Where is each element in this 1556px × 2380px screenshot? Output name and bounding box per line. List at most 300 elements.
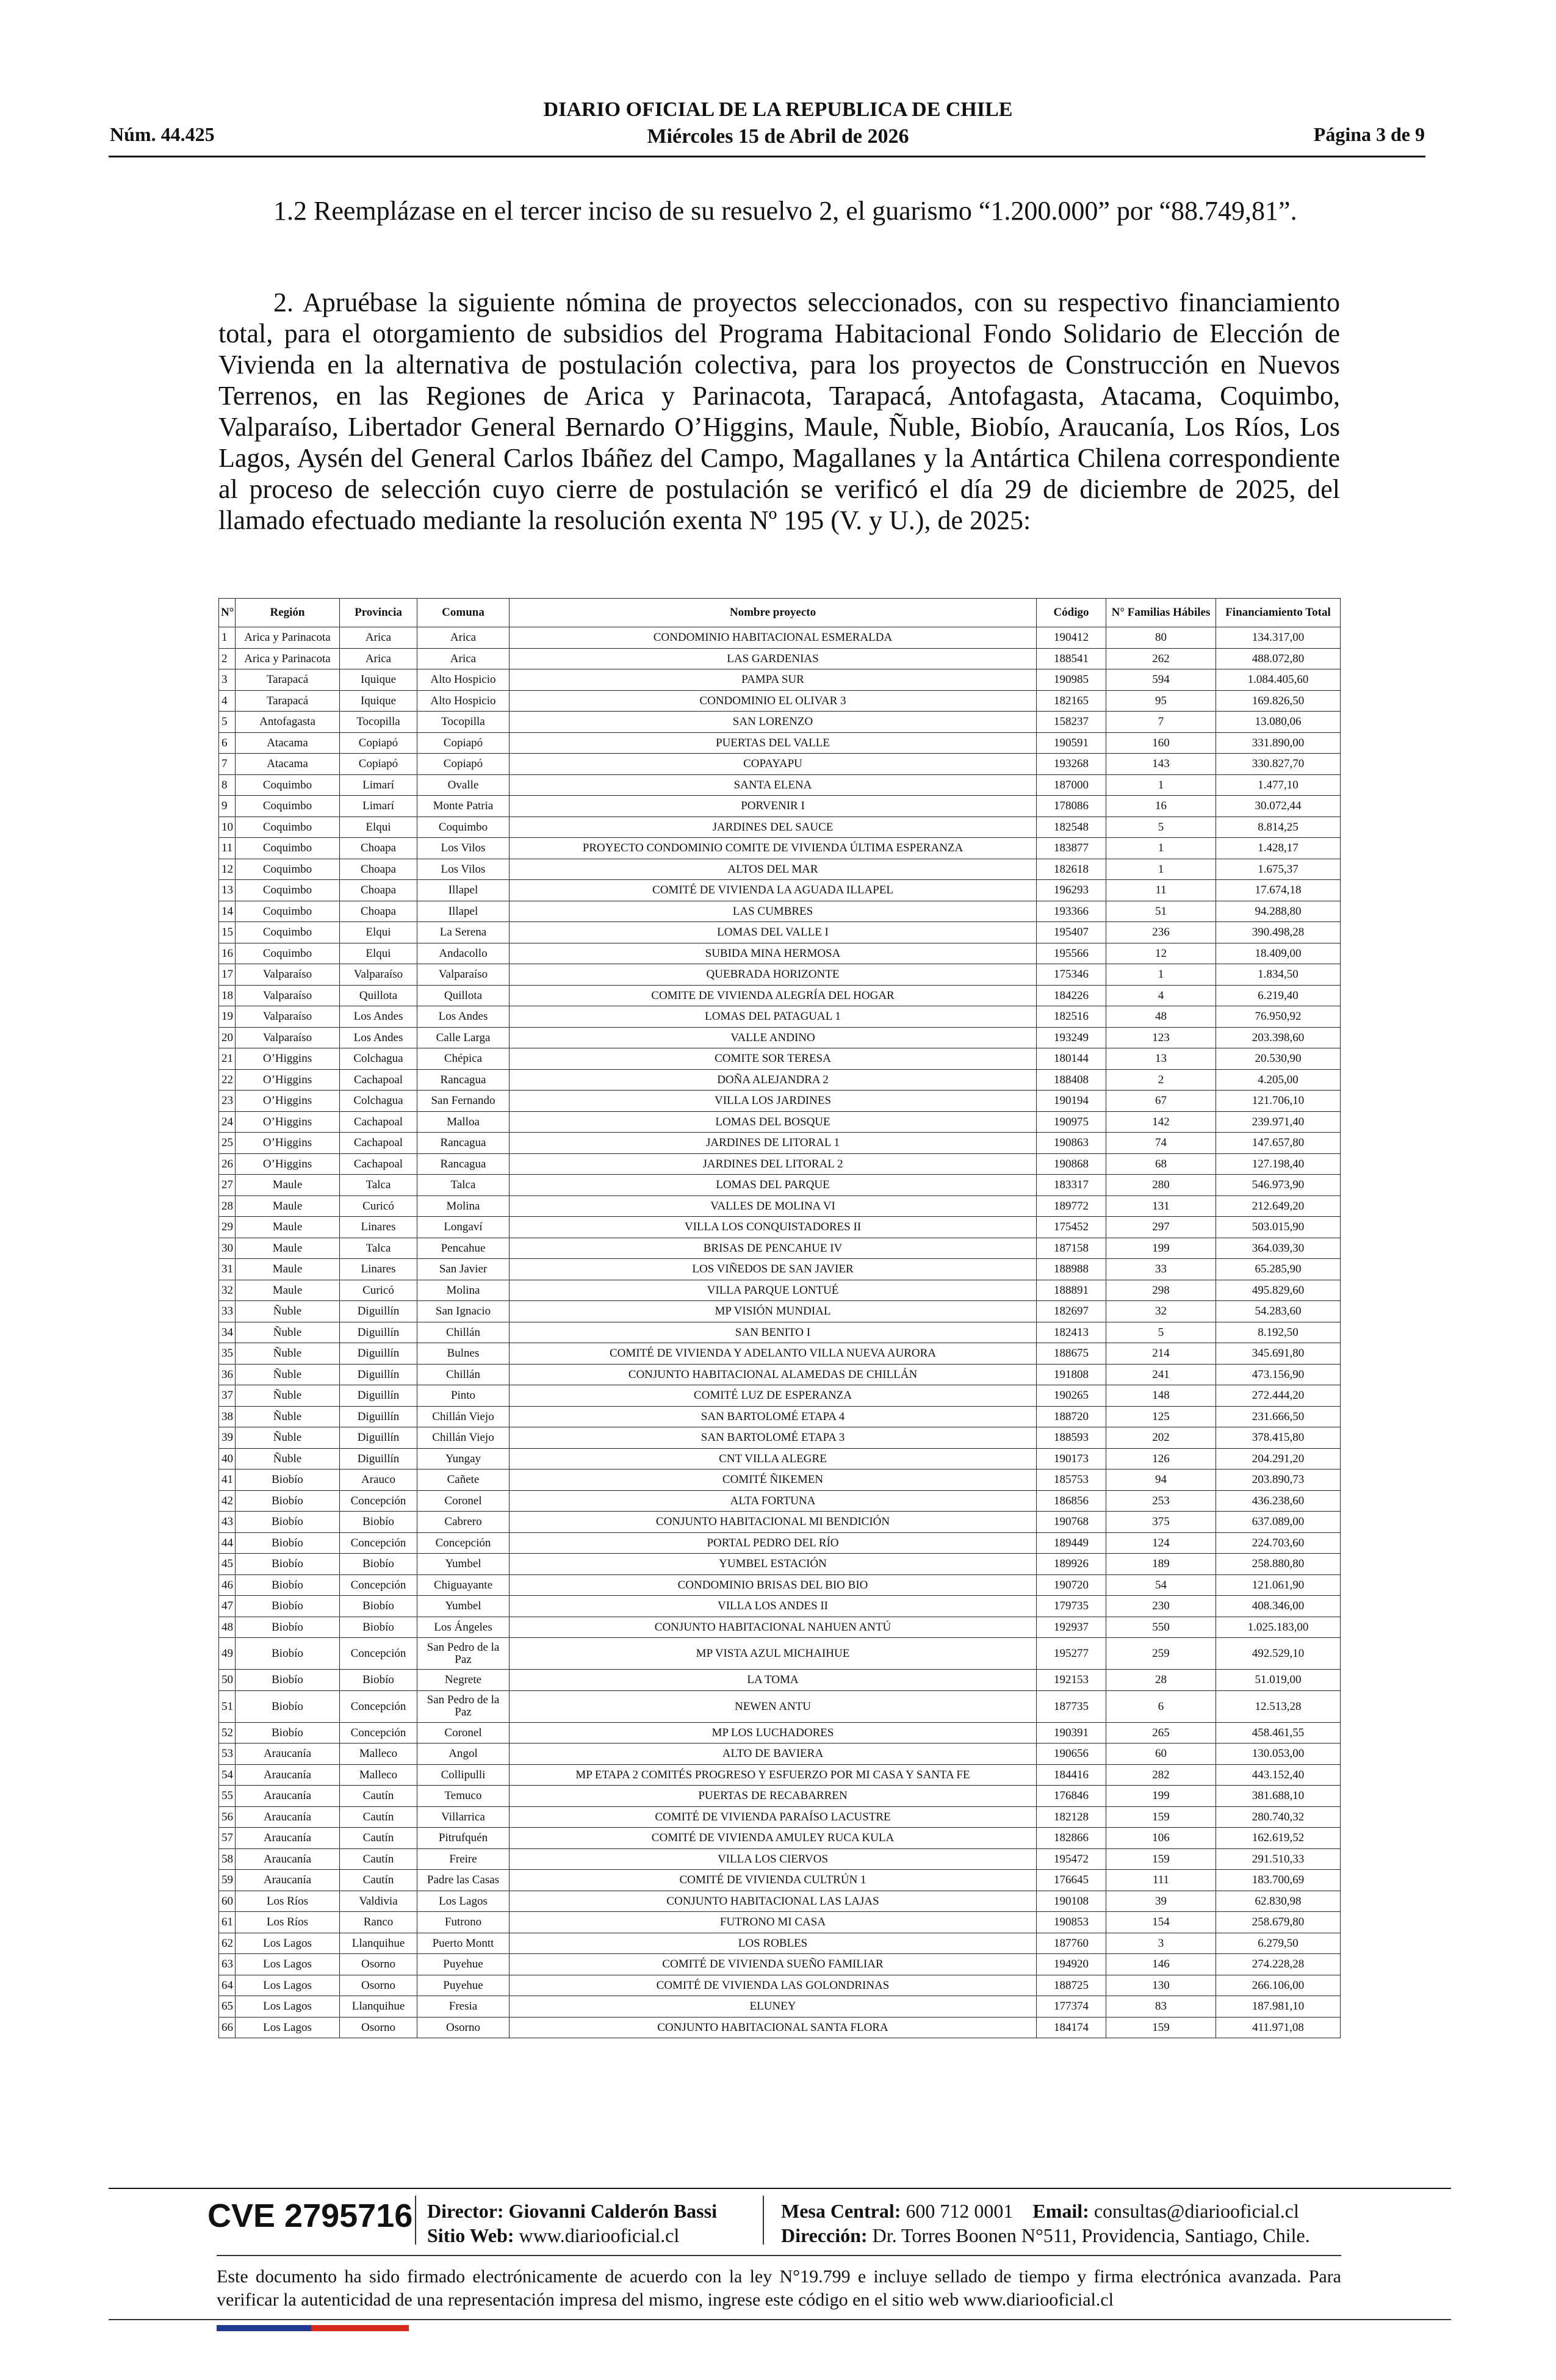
cell-province: Cautín [340, 1828, 417, 1849]
cell-region: Coquimbo [236, 859, 340, 880]
cell-families: 1 [1106, 964, 1216, 986]
cell-region: Atacama [236, 754, 340, 775]
cell-commune: La Serena [417, 922, 510, 943]
director-label: Director: [427, 2200, 504, 2222]
cell-project-name: SANTA ELENA [510, 774, 1037, 796]
cell-financing: 390.498,28 [1216, 922, 1341, 943]
cell-province: Iquique [340, 669, 417, 691]
cell-province: Diguillín [340, 1301, 417, 1322]
cell-commune: Coronel [417, 1722, 510, 1744]
cell-region: Coquimbo [236, 838, 340, 859]
cell-families: 67 [1106, 1091, 1216, 1112]
col-header-province: Provincia [340, 599, 417, 627]
cell-row-number: 9 [219, 796, 236, 817]
cell-province: Choapa [340, 859, 417, 880]
cell-project-name: COMITÉ DE VIVIENDA AMULEY RUCA KULA [510, 1828, 1037, 1849]
table-row [219, 1786, 1341, 1807]
cell-code: 187760 [1037, 1933, 1106, 1954]
cell-project-name: SAN BARTOLOMÉ ETAPA 4 [510, 1406, 1037, 1427]
cell-commune: Cabrero [417, 1512, 510, 1533]
cell-region: Maule [236, 1280, 340, 1301]
cell-code: 182413 [1037, 1322, 1106, 1343]
cell-row-number: 58 [219, 1848, 236, 1870]
cell-province: Cachapoal [340, 1069, 417, 1091]
cell-row-number: 41 [219, 1469, 236, 1491]
cell-financing: 364.039,30 [1216, 1238, 1341, 1259]
cell-row-number: 15 [219, 922, 236, 943]
cell-region: Los Ríos [236, 1891, 340, 1912]
cell-row-number: 61 [219, 1912, 236, 1933]
cell-province: Concepción [340, 1532, 417, 1554]
cell-province: Copiapó [340, 732, 417, 754]
table-row [219, 964, 1341, 986]
cell-financing: 212.649,20 [1216, 1195, 1341, 1217]
cell-code: 182165 [1037, 690, 1106, 712]
cell-commune: Chiguayante [417, 1574, 510, 1596]
table-row [219, 732, 1341, 754]
cell-project-name: PROYECTO CONDOMINIO COMITE DE VIVIENDA ÚLTIMA ESPERANZA [510, 838, 1037, 859]
cell-code: 193268 [1037, 754, 1106, 775]
cell-region: Araucanía [236, 1870, 340, 1891]
cell-province: Elqui [340, 817, 417, 838]
cell-region: Los Lagos [236, 2017, 340, 2038]
cell-financing: 76.950,92 [1216, 1006, 1341, 1028]
cell-project-name: CONJUNTO HABITACIONAL LAS LAJAS [510, 1891, 1037, 1912]
cell-region: Antofagasta [236, 712, 340, 733]
cell-region: Coquimbo [236, 901, 340, 922]
cell-row-number: 42 [219, 1490, 236, 1512]
cell-code: 177374 [1037, 1996, 1106, 2018]
cell-region: O’Higgins [236, 1069, 340, 1091]
cell-province: Cachapoal [340, 1133, 417, 1154]
cell-families: 1 [1106, 774, 1216, 796]
cell-code: 176645 [1037, 1870, 1106, 1891]
cell-financing: 1.675,37 [1216, 859, 1341, 880]
cell-code: 186856 [1037, 1490, 1106, 1512]
cell-financing: 492.529,10 [1216, 1638, 1341, 1670]
cell-code: 189772 [1037, 1195, 1106, 1217]
cell-project-name: LOMAS DEL PATAGUAL 1 [510, 1006, 1037, 1028]
cell-row-number: 8 [219, 774, 236, 796]
cell-financing: 134.317,00 [1216, 627, 1341, 649]
col-header-commune: Comuna [417, 599, 510, 627]
table-row [219, 796, 1341, 817]
cell-commune: Rancagua [417, 1133, 510, 1154]
cell-region: Biobío [236, 1574, 340, 1596]
cell-project-name: LAS GARDENIAS [510, 648, 1037, 669]
cell-province: Curicó [340, 1280, 417, 1301]
cell-families: 214 [1106, 1343, 1216, 1365]
cell-row-number: 11 [219, 838, 236, 859]
cell-families: 54 [1106, 1574, 1216, 1596]
cell-project-name: VALLE ANDINO [510, 1027, 1037, 1048]
cell-financing: 1.477,10 [1216, 774, 1341, 796]
cell-project-name: PUERTAS DEL VALLE [510, 732, 1037, 754]
cell-financing: 203.890,73 [1216, 1469, 1341, 1491]
cell-financing: 187.981,10 [1216, 1996, 1341, 2018]
table-row [219, 1532, 1341, 1554]
table-row [219, 1111, 1341, 1133]
cell-project-name: CONJUNTO HABITACIONAL SANTA FLORA [510, 2017, 1037, 2038]
cell-commune: Collipulli [417, 1764, 510, 1786]
cell-province: Ranco [340, 1912, 417, 1933]
cell-row-number: 59 [219, 1870, 236, 1891]
cell-row-number: 55 [219, 1786, 236, 1807]
cell-families: 7 [1106, 712, 1216, 733]
cell-families: 199 [1106, 1238, 1216, 1259]
cell-province: Iquique [340, 690, 417, 712]
cell-commune: Los Vilos [417, 859, 510, 880]
table-row [219, 1448, 1341, 1469]
cell-commune: Padre las Casas [417, 1870, 510, 1891]
cell-project-name: COMITE DE VIVIENDA ALEGRÍA DEL HOGAR [510, 985, 1037, 1006]
cell-region: Ñuble [236, 1322, 340, 1343]
cell-commune: Alto Hospicio [417, 669, 510, 691]
cell-financing: 18.409,00 [1216, 943, 1341, 964]
cell-region: Tarapacá [236, 690, 340, 712]
table-row [219, 1490, 1341, 1512]
cell-families: 32 [1106, 1301, 1216, 1322]
director-name: Giovanni Calderón Bassi [508, 2200, 717, 2222]
cell-commune: Fresia [417, 1996, 510, 2018]
cell-financing: 473.156,90 [1216, 1364, 1341, 1385]
cell-commune: Los Lagos [417, 1891, 510, 1912]
cell-financing: 130.053,00 [1216, 1744, 1341, 1765]
cell-region: Araucanía [236, 1786, 340, 1807]
cell-families: 123 [1106, 1027, 1216, 1048]
cell-province: Arica [340, 627, 417, 649]
cell-commune: Chillán Viejo [417, 1427, 510, 1449]
cell-commune: Chillán [417, 1322, 510, 1343]
cell-commune: Chillán Viejo [417, 1406, 510, 1427]
cell-families: 60 [1106, 1744, 1216, 1765]
cell-region: Arica y Parinacota [236, 627, 340, 649]
cell-financing: 330.827,70 [1216, 754, 1341, 775]
cell-code: 184226 [1037, 985, 1106, 1006]
cell-commune: Rancagua [417, 1069, 510, 1091]
cell-row-number: 62 [219, 1933, 236, 1954]
cell-region: Maule [236, 1259, 340, 1280]
cell-row-number: 32 [219, 1280, 236, 1301]
cell-region: O’Higgins [236, 1133, 340, 1154]
cell-families: 202 [1106, 1427, 1216, 1449]
cell-region: Los Lagos [236, 1975, 340, 1996]
newspaper-title: DIARIO OFICIAL DE LA REPUBLICA DE CHILE [543, 98, 1013, 121]
cell-province: Diguillín [340, 1343, 417, 1365]
table-row [219, 1596, 1341, 1617]
cell-financing: 1.084.405,60 [1216, 669, 1341, 691]
cell-commune: Quillota [417, 985, 510, 1006]
cell-row-number: 1 [219, 627, 236, 649]
cell-code: 175346 [1037, 964, 1106, 986]
cell-financing: 12.513,28 [1216, 1690, 1341, 1722]
cell-province: Linares [340, 1259, 417, 1280]
cell-project-name: ALTA FORTUNA [510, 1490, 1037, 1512]
cell-province: Tocopilla [340, 712, 417, 733]
cell-financing: 183.700,69 [1216, 1870, 1341, 1891]
cell-families: 594 [1106, 669, 1216, 691]
cell-families: 375 [1106, 1512, 1216, 1533]
cell-region: O’Higgins [236, 1153, 340, 1175]
cell-families: 68 [1106, 1153, 1216, 1175]
web-link[interactable]: www.diariooficial.cl [519, 2224, 680, 2246]
table-row [219, 1238, 1341, 1259]
cell-families: 95 [1106, 690, 1216, 712]
cell-commune: Chillán [417, 1364, 510, 1385]
cell-row-number: 48 [219, 1617, 236, 1638]
cell-code: 188593 [1037, 1427, 1106, 1449]
page-number: Página 3 de 9 [1313, 123, 1425, 145]
cell-commune: Puyehue [417, 1975, 510, 1996]
table-row [219, 838, 1341, 859]
table-row [219, 1512, 1341, 1533]
table-row [219, 754, 1341, 775]
cell-families: 16 [1106, 796, 1216, 817]
cell-commune: Puyehue [417, 1954, 510, 1975]
cell-code: 193249 [1037, 1027, 1106, 1048]
cell-project-name: LOMAS DEL PARQUE [510, 1175, 1037, 1196]
cell-financing: 258.679,80 [1216, 1912, 1341, 1933]
cell-financing: 121.061,90 [1216, 1574, 1341, 1596]
cell-project-name: COMITÉ DE VIVIENDA PARAÍSO LACUSTRE [510, 1806, 1037, 1828]
cell-families: 297 [1106, 1217, 1216, 1238]
cell-financing: 6.279,50 [1216, 1933, 1341, 1954]
cell-financing: 345.691,80 [1216, 1343, 1341, 1365]
cell-code: 189449 [1037, 1532, 1106, 1554]
table-row [219, 1280, 1341, 1301]
cell-families: 3 [1106, 1933, 1216, 1954]
cell-commune: Freire [417, 1848, 510, 1870]
cell-families: 280 [1106, 1175, 1216, 1196]
cell-code: 190853 [1037, 1912, 1106, 1933]
table-row [219, 1638, 1341, 1670]
table-row [219, 1343, 1341, 1365]
cell-project-name: LOMAS DEL VALLE I [510, 922, 1037, 943]
cell-project-name: SAN LORENZO [510, 712, 1037, 733]
cell-families: 111 [1106, 1870, 1216, 1891]
cell-province: Valparaíso [340, 964, 417, 986]
cell-row-number: 36 [219, 1364, 236, 1385]
cell-commune: Chépica [417, 1048, 510, 1070]
cell-code: 183317 [1037, 1175, 1106, 1196]
table-row [219, 1153, 1341, 1175]
cell-code: 176846 [1037, 1786, 1106, 1807]
cell-region: Biobío [236, 1617, 340, 1638]
cell-code: 182618 [1037, 859, 1106, 880]
cell-row-number: 22 [219, 1069, 236, 1091]
cell-financing: 546.973,90 [1216, 1175, 1341, 1196]
table-row [219, 2017, 1341, 2038]
cell-province: Limarí [340, 774, 417, 796]
table-row [219, 690, 1341, 712]
cell-project-name: ELUNEY [510, 1996, 1037, 2018]
cell-code: 175452 [1037, 1217, 1106, 1238]
cell-commune: Copiapó [417, 754, 510, 775]
cell-row-number: 16 [219, 943, 236, 964]
cell-commune: Longaví [417, 1217, 510, 1238]
cell-province: Choapa [340, 838, 417, 859]
cell-project-name: CONDOMINIO HABITACIONAL ESMERALDA [510, 627, 1037, 649]
cell-region: Coquimbo [236, 796, 340, 817]
cve-code: CVE 2795716 [207, 2198, 413, 2234]
cell-commune: Yumbel [417, 1554, 510, 1575]
col-header-region: Región [236, 599, 340, 627]
cell-families: 124 [1106, 1532, 1216, 1554]
cell-row-number: 31 [219, 1259, 236, 1280]
cell-families: 28 [1106, 1670, 1216, 1691]
flag-stripe-blue [217, 2325, 311, 2331]
cell-commune: Malloa [417, 1111, 510, 1133]
cell-commune: Futrono [417, 1912, 510, 1933]
cell-code: 190412 [1037, 627, 1106, 649]
cell-financing: 1.428,17 [1216, 838, 1341, 859]
cell-families: 2 [1106, 1069, 1216, 1091]
cell-project-name: CONDOMINIO BRISAS DEL BIO BIO [510, 1574, 1037, 1596]
table-row [219, 943, 1341, 964]
cell-code: 191808 [1037, 1364, 1106, 1385]
cell-province: Cautín [340, 1848, 417, 1870]
table-row [219, 1870, 1341, 1891]
cell-province: Elqui [340, 943, 417, 964]
table-row [219, 1617, 1341, 1638]
cell-project-name: QUEBRADA HORIZONTE [510, 964, 1037, 986]
cell-region: Coquimbo [236, 922, 340, 943]
cell-region: Maule [236, 1238, 340, 1259]
cell-code: 190656 [1037, 1744, 1106, 1765]
table-row [219, 880, 1341, 901]
table-row [219, 669, 1341, 691]
phone-label: Mesa Central: [781, 2200, 901, 2222]
cell-province: Llanquihue [340, 1996, 417, 2018]
table-row [219, 922, 1341, 943]
col-header-project: Nombre proyecto [510, 599, 1037, 627]
cell-families: 13 [1106, 1048, 1216, 1070]
cell-row-number: 40 [219, 1448, 236, 1469]
cell-region: Araucanía [236, 1764, 340, 1786]
cell-region: Los Lagos [236, 1954, 340, 1975]
cell-families: 253 [1106, 1490, 1216, 1512]
cell-project-name: COPAYAPU [510, 754, 1037, 775]
cell-region: Araucanía [236, 1806, 340, 1828]
cell-row-number: 17 [219, 964, 236, 986]
cell-commune: Talca [417, 1175, 510, 1196]
address-label: Dirección: [781, 2224, 868, 2246]
cell-region: Araucanía [236, 1848, 340, 1870]
cell-financing: 378.415,80 [1216, 1427, 1341, 1449]
cell-commune: Puerto Montt [417, 1933, 510, 1954]
cell-row-number: 52 [219, 1722, 236, 1744]
cell-row-number: 21 [219, 1048, 236, 1070]
cell-row-number: 49 [219, 1638, 236, 1670]
cell-commune: Andacollo [417, 943, 510, 964]
cell-financing: 121.706,10 [1216, 1091, 1341, 1112]
cell-province: Limarí [340, 796, 417, 817]
cell-row-number: 26 [219, 1153, 236, 1175]
cell-code: 190768 [1037, 1512, 1106, 1533]
cell-families: 159 [1106, 2017, 1216, 2038]
cell-province: Concepción [340, 1690, 417, 1722]
table-row [219, 648, 1341, 669]
cell-commune: Los Ángeles [417, 1617, 510, 1638]
cell-financing: 272.444,20 [1216, 1385, 1341, 1407]
cell-families: 159 [1106, 1806, 1216, 1828]
cell-commune: Coronel [417, 1490, 510, 1512]
cell-commune: Ovalle [417, 774, 510, 796]
cell-families: 142 [1106, 1111, 1216, 1133]
cell-financing: 162.619,52 [1216, 1828, 1341, 1849]
cell-row-number: 45 [219, 1554, 236, 1575]
cell-region: Ñuble [236, 1364, 340, 1385]
cell-financing: 17.674,18 [1216, 880, 1341, 901]
email-link[interactable]: consultas@diariooficial.cl [1093, 2200, 1299, 2222]
cell-region: Tarapacá [236, 669, 340, 691]
cell-financing: 258.880,80 [1216, 1554, 1341, 1575]
cell-financing: 495.829,60 [1216, 1280, 1341, 1301]
cell-commune: Molina [417, 1195, 510, 1217]
cell-project-name: COMITE SOR TERESA [510, 1048, 1037, 1070]
cell-region: O’Higgins [236, 1111, 340, 1133]
cell-region: Maule [236, 1195, 340, 1217]
flag-stripe-red [311, 2325, 409, 2331]
table-row [219, 1069, 1341, 1091]
cell-families: 74 [1106, 1133, 1216, 1154]
table-row [219, 1722, 1341, 1744]
cell-region: Los Ríos [236, 1912, 340, 1933]
cell-row-number: 34 [219, 1322, 236, 1343]
cell-province: Los Andes [340, 1027, 417, 1048]
cell-code: 188988 [1037, 1259, 1106, 1280]
cell-code: 190868 [1037, 1153, 1106, 1175]
cell-project-name: LAS CUMBRES [510, 901, 1037, 922]
cell-commune: Illapel [417, 880, 510, 901]
cell-financing: 51.019,00 [1216, 1670, 1341, 1691]
cell-commune: Arica [417, 648, 510, 669]
cell-row-number: 39 [219, 1427, 236, 1449]
cell-project-name: COMITÉ DE VIVIENDA CULTRÚN 1 [510, 1870, 1037, 1891]
cell-region: Ñuble [236, 1427, 340, 1449]
cell-region: Coquimbo [236, 880, 340, 901]
cell-row-number: 56 [219, 1806, 236, 1828]
cell-region: Coquimbo [236, 817, 340, 838]
cell-region: Ñuble [236, 1385, 340, 1407]
cell-province: Arauco [340, 1469, 417, 1491]
cell-project-name: CONJUNTO HABITACIONAL MI BENDICIÓN [510, 1512, 1037, 1533]
cell-project-name: CONJUNTO HABITACIONAL ALAMEDAS DE CHILLÁN [510, 1364, 1037, 1385]
cell-row-number: 33 [219, 1301, 236, 1322]
cell-financing: 224.703,60 [1216, 1532, 1341, 1554]
table-row [219, 1891, 1341, 1912]
col-header-families: N° Familias Hábiles [1106, 599, 1216, 627]
cell-code: 190265 [1037, 1385, 1106, 1407]
cell-financing: 239.971,40 [1216, 1111, 1341, 1133]
table-row [219, 1848, 1341, 1870]
director-block [427, 2199, 717, 2248]
cell-commune: Yungay [417, 1448, 510, 1469]
cell-region: Valparaíso [236, 1006, 340, 1028]
cell-project-name: PORVENIR I [510, 796, 1037, 817]
cell-commune: Villarrica [417, 1806, 510, 1828]
header-number: Núm. 44.425 [110, 123, 215, 145]
cell-row-number: 47 [219, 1596, 236, 1617]
cell-families: 33 [1106, 1259, 1216, 1280]
cell-province: Linares [340, 1217, 417, 1238]
cell-row-number: 46 [219, 1574, 236, 1596]
cell-financing: 274.228,28 [1216, 1954, 1341, 1975]
cell-code: 187158 [1037, 1238, 1106, 1259]
cell-commune: San Pedro de la Paz [417, 1690, 510, 1722]
table-row [219, 1406, 1341, 1427]
cell-row-number: 4 [219, 690, 236, 712]
